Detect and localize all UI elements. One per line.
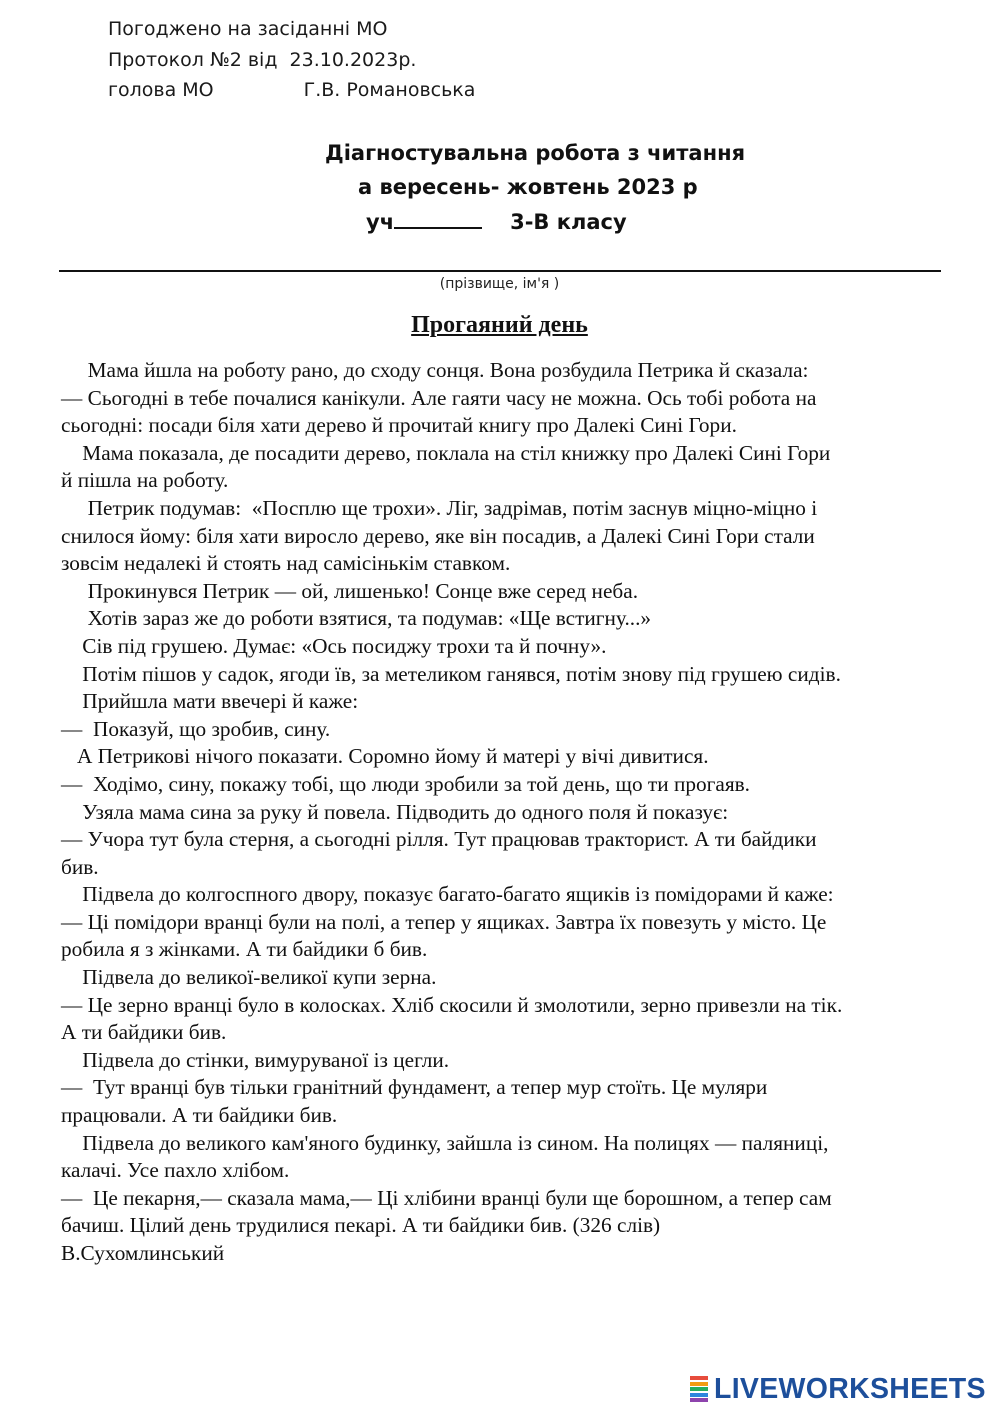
story-line: Потім пішов у садок, ягоди їв, за метеликом ганявся, потім знову під грушею сидів. (61, 661, 841, 686)
story-line: зовсім недалекі й стоять над самісінькім ставком. (61, 551, 511, 576)
logo-icon (690, 1376, 712, 1402)
story-line: калачі. Усе пахло хлібом. (61, 1158, 290, 1183)
logo-text: LIVEWORKSHEETS (714, 1372, 986, 1405)
story-line: снилося йому: біля хати виросло дерево, яке він посадив, а Далекі Сині Гори стали (61, 523, 815, 548)
class-label: 3-В класу (510, 210, 627, 234)
story-line: — Тут вранці був тільки гранітний фундамент, а тепер мур стоїть. Це муляри (61, 1075, 768, 1100)
logo-stripe (690, 1382, 708, 1386)
story-line: Сів під грушею. Думає: «Ось посиджу трохи та й почну». (61, 633, 607, 658)
logo-stripe (690, 1398, 708, 1402)
story-line: працювали. А ти байдики бив. (61, 1103, 338, 1128)
approval-role: голова МО (108, 79, 214, 101)
student-name-blank[interactable] (394, 207, 482, 229)
story-line: — Це пекарня,— сказала мама,— Ці хлібини вранці були ще борошном, а тепер сам (61, 1185, 832, 1210)
approval-line-1: Погоджено на засіданні МО (108, 18, 388, 40)
story-line: сьогодні: посади біля хати дерево й прочитай книгу про Далекі Сині Гори. (61, 413, 737, 438)
liveworksheets-logo[interactable] (690, 1374, 986, 1404)
story-text (61, 357, 941, 1268)
story-line: бив. (61, 854, 99, 879)
approval-block (108, 14, 475, 106)
story-title: Прогаяний день (411, 312, 588, 338)
story-line: Підвела до стінки, вимуруваної із цегли. (61, 1047, 450, 1072)
story-line: — Ходімо, сину, покажу тобі, що люди зробили за той день, що ти прогаяв. (61, 771, 751, 796)
story-line: — Це зерно вранці було в колосках. Хліб скосили й змолотили, зерно привезли на тік. (61, 992, 843, 1017)
story-line: — Сьогодні в тебе почалися канікули. Але гаяти часу не можна. Ось тобі робота на (61, 385, 817, 410)
student-prefix: уч (366, 210, 395, 234)
story-line: й пішла на роботу. (61, 468, 229, 493)
story-line: Мама показала, де посадити дерево, поклала на стіл книжку про Далекі Сині Гори (61, 440, 831, 465)
logo-stripe (690, 1376, 708, 1380)
story-line: Прокинувся Петрик — ой, лишенько! Сонце вже серед неба. (61, 578, 639, 603)
story-line: Мама йшла на роботу рано, до сходу сонця. Вона розбудила Петрика й сказала: (61, 358, 809, 382)
name-entry-line[interactable] (59, 270, 941, 272)
story-line: А ти байдики бив. (61, 1020, 227, 1045)
heading-title: Діагностувальна робота з читання (325, 141, 746, 165)
approval-line-2: Протокол №2 від 23.10.2023р. (108, 48, 417, 71)
story-line: Хотів зараз же до роботи взятися, та подумав: «Ще встигну...» (61, 606, 652, 631)
story-line: — Ці помідори вранці були на полі, а тепер у ящиках. Завтра їх повезуть у місто. Це (61, 909, 827, 934)
heading-period: а вересень- жовтень 2023 р (358, 175, 698, 199)
story-line: Підвела до великої-великої купи зерна. (61, 965, 437, 990)
story-line: Підвела до великого кам'яного будинку, зайшла із сином. На полицях — паляниці, (61, 1130, 829, 1155)
approval-signer: Г.В. Романовська (303, 79, 476, 101)
name-caption: (прізвище, ім'я ) (439, 276, 560, 292)
story-line: — Учора тут була стерня, а сьогодні рілля. Тут працював тракторист. А ти байдики (61, 827, 817, 852)
story-line: Прийшла мати ввечері й каже: (61, 689, 359, 714)
story-line: А Петрикові нічого показати. Соромно йому й матері у вічі дивитися. (61, 744, 709, 769)
logo-stripe (690, 1387, 708, 1391)
story-line: — Показуй, що зробив, сину. (61, 716, 331, 741)
approval-line-3 (108, 75, 475, 106)
story-line: Петрик подумав: «Посплю ще трохи». Ліг, задрімав, потім заснув міцно-міцно і (61, 495, 818, 520)
logo-stripe (690, 1393, 708, 1397)
story-line: Підвела до колгоспного двору, показує багато-багато ящиків із помідорами й каже: (61, 882, 834, 907)
story-line: робила я з жінками. А ти байдики б бив. (61, 937, 428, 962)
story-line: бачиш. Цілий день трудилися пекарі. А ти байдики бив. (326 слів) (61, 1213, 661, 1238)
story-line: Узяла мама сина за руку й повела. Підводить до одного поля й показує: (61, 799, 729, 824)
heading-student-line (366, 205, 627, 240)
story-line: В.Сухомлинський (61, 1241, 225, 1265)
